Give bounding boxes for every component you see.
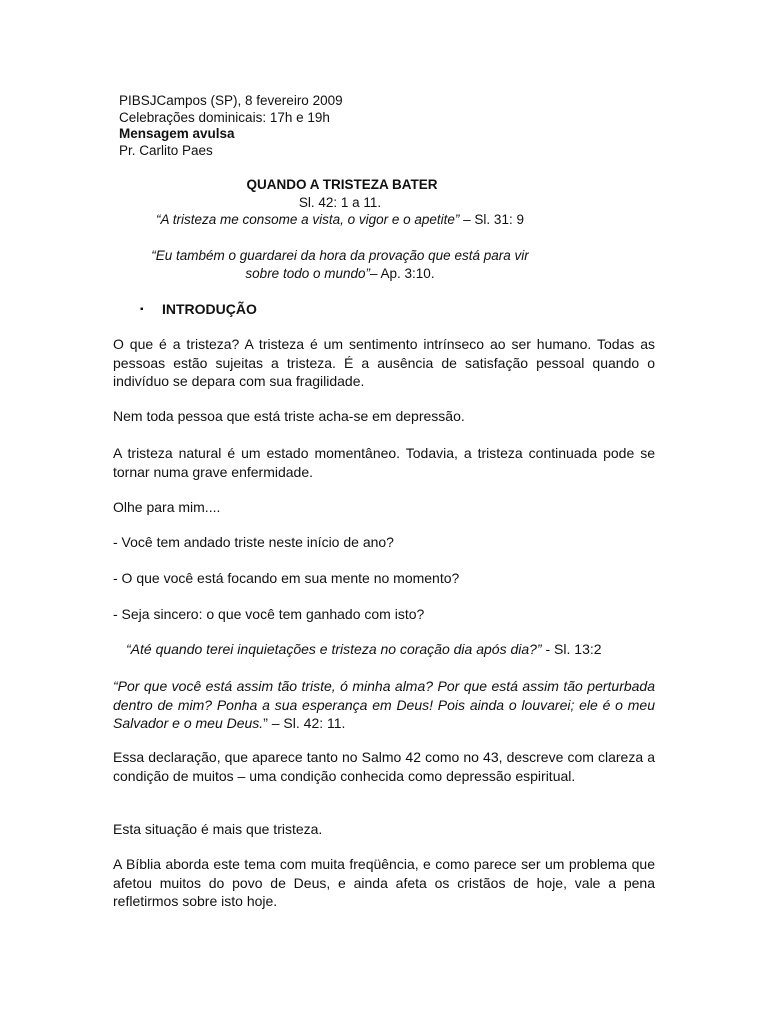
quote-psalm-13-ref: - Sl. 13:2 — [541, 641, 602, 657]
header-message-type: Mensagem avulsa — [119, 126, 235, 141]
paragraph-3: A tristeza natural é um estado momentâneo. Todavia, a tristeza continuada pode se tornar numa grave enfermidade. — [113, 445, 655, 480]
epigraph-2-ref: – Ap. 3:10. — [370, 266, 435, 281]
sermon-reference: Sl. 42: 1 a 11. — [298, 195, 382, 210]
epigraph-1-ref: – Sl. 31: 9 — [459, 212, 524, 227]
epigraph-2-line1 — [100, 246, 580, 266]
quote-psalm-42-text: “Por que você está assim tão triste, ó minha alma? Por que está assim tão perturbada dentro de mim? Ponha a sua esperança em Deus! Pois ainda o louvarei; ele é o meu Salvador e o meu Deus. — [113, 678, 655, 731]
paragraph-8: Esta situação é mais que tristeza. — [113, 821, 323, 837]
paragraph-7: Essa declaração, que aparece tanto no Salmo 42 como no 43, descreve com clareza a condição de muitos – uma condição conhecida como depressão espiritual. — [113, 749, 655, 784]
question-2: - O que você está focando em sua mente no momento? — [113, 570, 460, 586]
question-3: - Seja sincero: o que você tem ganhado com isto? — [113, 606, 425, 622]
paragraph-1: O que é a tristeza? A tristeza é um sentimento intrínseco ao ser humano. Todas as pessoas estão sujeitas a tristeza. É a ausência de satisfação pessoal quando o indivíduo se depara com sua fragilidade. — [113, 336, 655, 389]
bullet-square-icon: ▪ — [140, 304, 144, 315]
quote-psalm-13-text: “Até quando terei inquietações e tristeza no coração dia após dia?” — [126, 641, 542, 657]
quote-psalm-13 — [126, 640, 666, 659]
paragraph-2: Nem toda pessoa que está triste acha-se em depressão. — [113, 408, 465, 424]
quote-psalm-42 — [113, 677, 655, 733]
paragraph-4: Olhe para mim.... — [113, 499, 221, 515]
epigraph-2-text-line1: “Eu também o guardarei da hora da provação que está para vir — [151, 248, 529, 263]
sermon-title: QUANDO A TRISTEZA BATER — [246, 177, 438, 192]
header-pastor: Pr. Carlito Paes — [119, 143, 213, 158]
quote-psalm-42-ref: ” – Sl. 42: 11. — [263, 715, 346, 731]
question-1: - Você tem andado triste neste início de ano? — [113, 534, 394, 550]
header-celebrations: Celebrações dominicais: 17h e 19h — [119, 110, 330, 125]
epigraph-2-line2 — [100, 264, 580, 284]
epigraph-2-text-line2: sobre todo o mundo” — [245, 266, 371, 281]
epigraph-1 — [100, 210, 580, 230]
header-church-date: PIBSJCampos (SP), 8 fevereiro 2009 — [119, 93, 343, 108]
paragraph-9: A Bíblia aborda este tema com muita freqüência, e como parece ser um problema que afetou muitos do povo de Deus, e ainda afeta os cristãos de hoje, vale a pena refletirmos sobre isto hoje. — [113, 856, 655, 909]
section-heading-text: INTRODUÇÃO — [162, 301, 257, 317]
epigraph-1-text: “A tristeza me consome a vista, o vigor e o apetite” — [156, 212, 460, 227]
section-heading-introduction — [140, 300, 257, 319]
